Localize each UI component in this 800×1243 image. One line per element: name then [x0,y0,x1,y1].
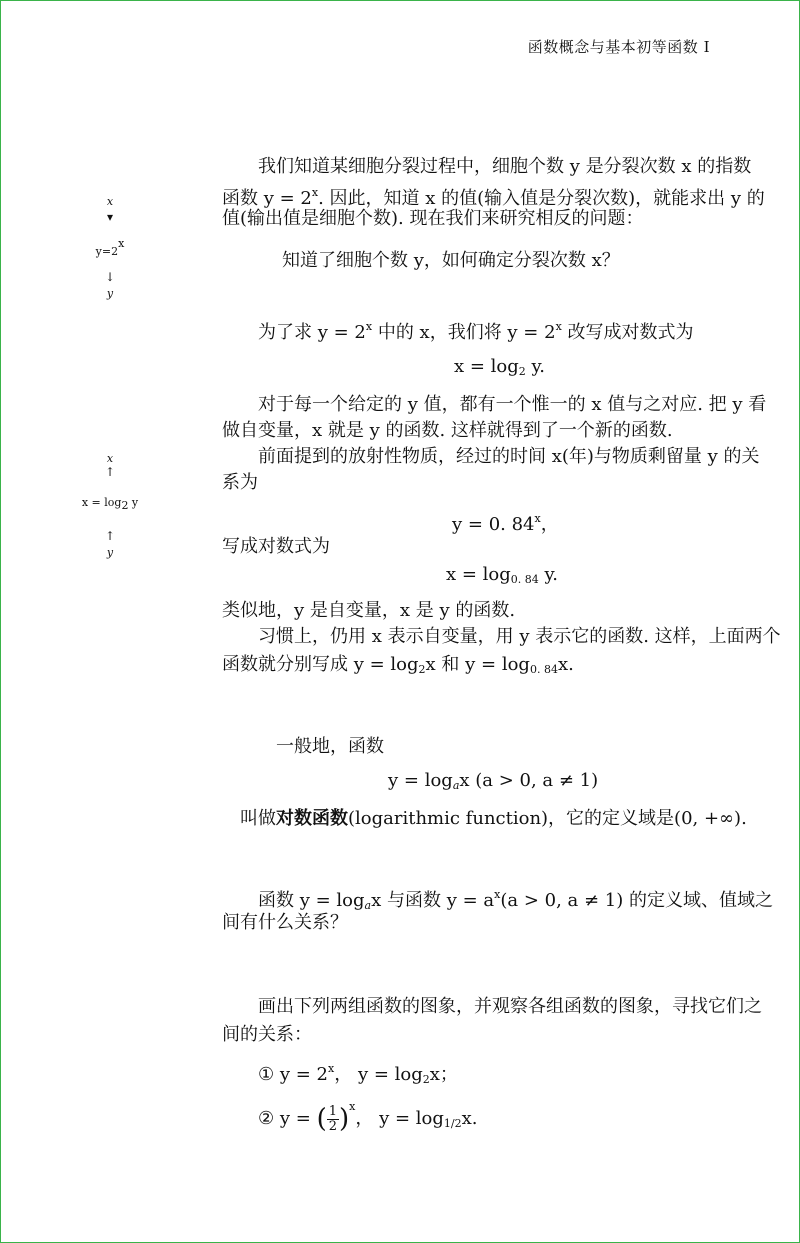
item1-sub: 2 [422,1073,430,1086]
exercise-item-2 [258,1094,478,1137]
up-arrow-icon: ↑ [104,465,116,479]
item2-sub: 1/2 [443,1117,462,1130]
diagram2-output: x [106,452,114,465]
equation-1 [454,354,545,385]
eq2-a: y = 0. 84 [452,514,535,535]
p1-l2-sup: x [311,186,319,199]
paragraph-3-line-2: 做自变量，x 就是 y 的函数. 这样就得到了一个新的函数. [222,420,673,441]
equation-2 [452,506,559,538]
definition-term: 对数函数 [276,808,348,829]
fraction-denominator: 2 [328,1118,337,1134]
diagram2-func-tail: y [128,496,139,509]
diagram1-func-sup: x [118,237,125,250]
def-eq-b: x (a > 0, a ≠ 1) [459,770,599,791]
right-paren-icon: ) [339,1104,350,1134]
p2-c: 改写成对数式为 [561,322,694,343]
p2-b: 中的 x，我们将 y = 2 [372,322,556,343]
think-c: (a > 0, a ≠ 1) 的定义域、值域之 [500,890,773,911]
left-paren-icon: ( [316,1104,327,1134]
equation-3 [446,562,558,593]
item2-c: x. [461,1108,478,1129]
p7-l2-a: 函数就分别写成 y = log [222,654,419,675]
eq1-b: y. [525,356,546,377]
think-sub: a [364,899,372,912]
diagram1-function [70,237,150,258]
margin-diagram-exponential [70,195,150,305]
p7-l2-sub1: 2 [418,663,426,676]
def-l1-a: 叫做 [240,808,276,829]
margin-diagram-logarithm [70,452,150,562]
question-line: 知道了细胞个数 y，如何确定分裂次数 x？ [282,250,620,271]
exercise-line-1: 画出下列两组函数的图象，并观察各组函数的图象，寻找它们之 [258,996,762,1017]
think-b: x 与函数 y = a [371,890,495,911]
p7-l2-b: x 和 y = log [425,654,530,675]
p2-sup2: x [555,320,562,333]
item1-a: ① y = 2 [258,1064,329,1085]
p2-a: 为了求 y = 2 [258,322,366,343]
eq2-b: ， [540,514,559,535]
down-arrow-icon: ↓ [104,270,116,284]
item1-sup: x [328,1062,335,1075]
def-l1-b: (logarithmic function)，它的定义域是(0, +∞). [348,808,747,829]
think-a: 函数 y = log [258,890,365,911]
item1-c: x； [429,1064,458,1085]
exercise-line-2: 间的关系： [222,1024,312,1045]
paragraph-1-line-1: 我们知道某细胞分裂过程中，细胞个数 y 是分裂次数 x 的指数 [258,156,752,177]
up-arrow-icon: ↑ [104,529,116,543]
p7-l2-c: x. [557,654,574,675]
item2-sup: x [349,1100,356,1113]
paragraph-7-line-1: 习惯上，仍用 x 表示自变量，用 y 表示它的函数. 这样，上面两个 [258,626,781,647]
p2-sup1: x [365,320,373,333]
item2-b: ， y = log [355,1108,444,1129]
diagram1-input: x [106,195,114,208]
paragraph-7-line-2 [222,652,574,683]
fraction [327,1105,339,1134]
eq3-b: y. [538,564,559,585]
def-eq-a: y = log [388,770,453,791]
fraction-numerator: 1 [328,1103,337,1119]
diagram2-func-sub: 2 [121,499,129,512]
p1-l2-a: 函数 y = 2 [222,188,312,209]
p7-l2-sub2: 0. 84 [529,663,558,676]
eq2-sup: x [534,512,541,525]
paragraph-2 [258,314,694,346]
diagram1-output: y [106,287,114,300]
down-arrow-icon: ▾ [106,210,114,224]
eq1-a: x = log [454,356,519,377]
paragraph-4-line-2: 系为 [222,472,258,493]
paragraph-3-line-1: 对于每一个给定的 y 值，都有一个惟一的 x 值与之对应. 把 y 看 [258,394,767,415]
def-eq-sub: a [452,779,460,792]
think-line-2: 间有什么关系？ [222,912,348,933]
p1-l2-b: . 因此，知道 x 的值(输入值是分裂次数)，就能求出 y 的 [318,188,765,209]
definition-intro: 一般地，函数 [276,736,384,757]
eq1-sub: 2 [518,365,526,378]
paragraph-1-line-3: 值(输出值是细胞个数). 现在我们来研究相反的问题： [222,208,644,229]
running-head: 函数概念与基本初等函数 I [527,38,710,56]
item1-b: ， y = log [334,1064,423,1085]
diagram2-func-text: x = log [81,496,122,509]
paragraph-6: 类似地，y 是自变量，x 是 y 的函数. [222,600,516,621]
paragraph-5: 写成对数式为 [222,536,330,557]
definition-line [240,806,747,832]
definition-equation [388,768,598,799]
eq3-sub: 0. 84 [510,573,539,586]
diagram2-input: y [106,546,114,559]
item2-a: ② y = [258,1108,317,1129]
paragraph-4-line-1: 前面提到的放射性物质，经过的时间 x(年)与物质剩留量 y 的关 [258,446,760,467]
diagram1-func-text: y=2 [95,245,119,258]
diagram2-function [70,496,150,512]
think-sup: x [494,888,501,901]
eq3-a: x = log [446,564,511,585]
exercise-item-1 [258,1056,458,1093]
